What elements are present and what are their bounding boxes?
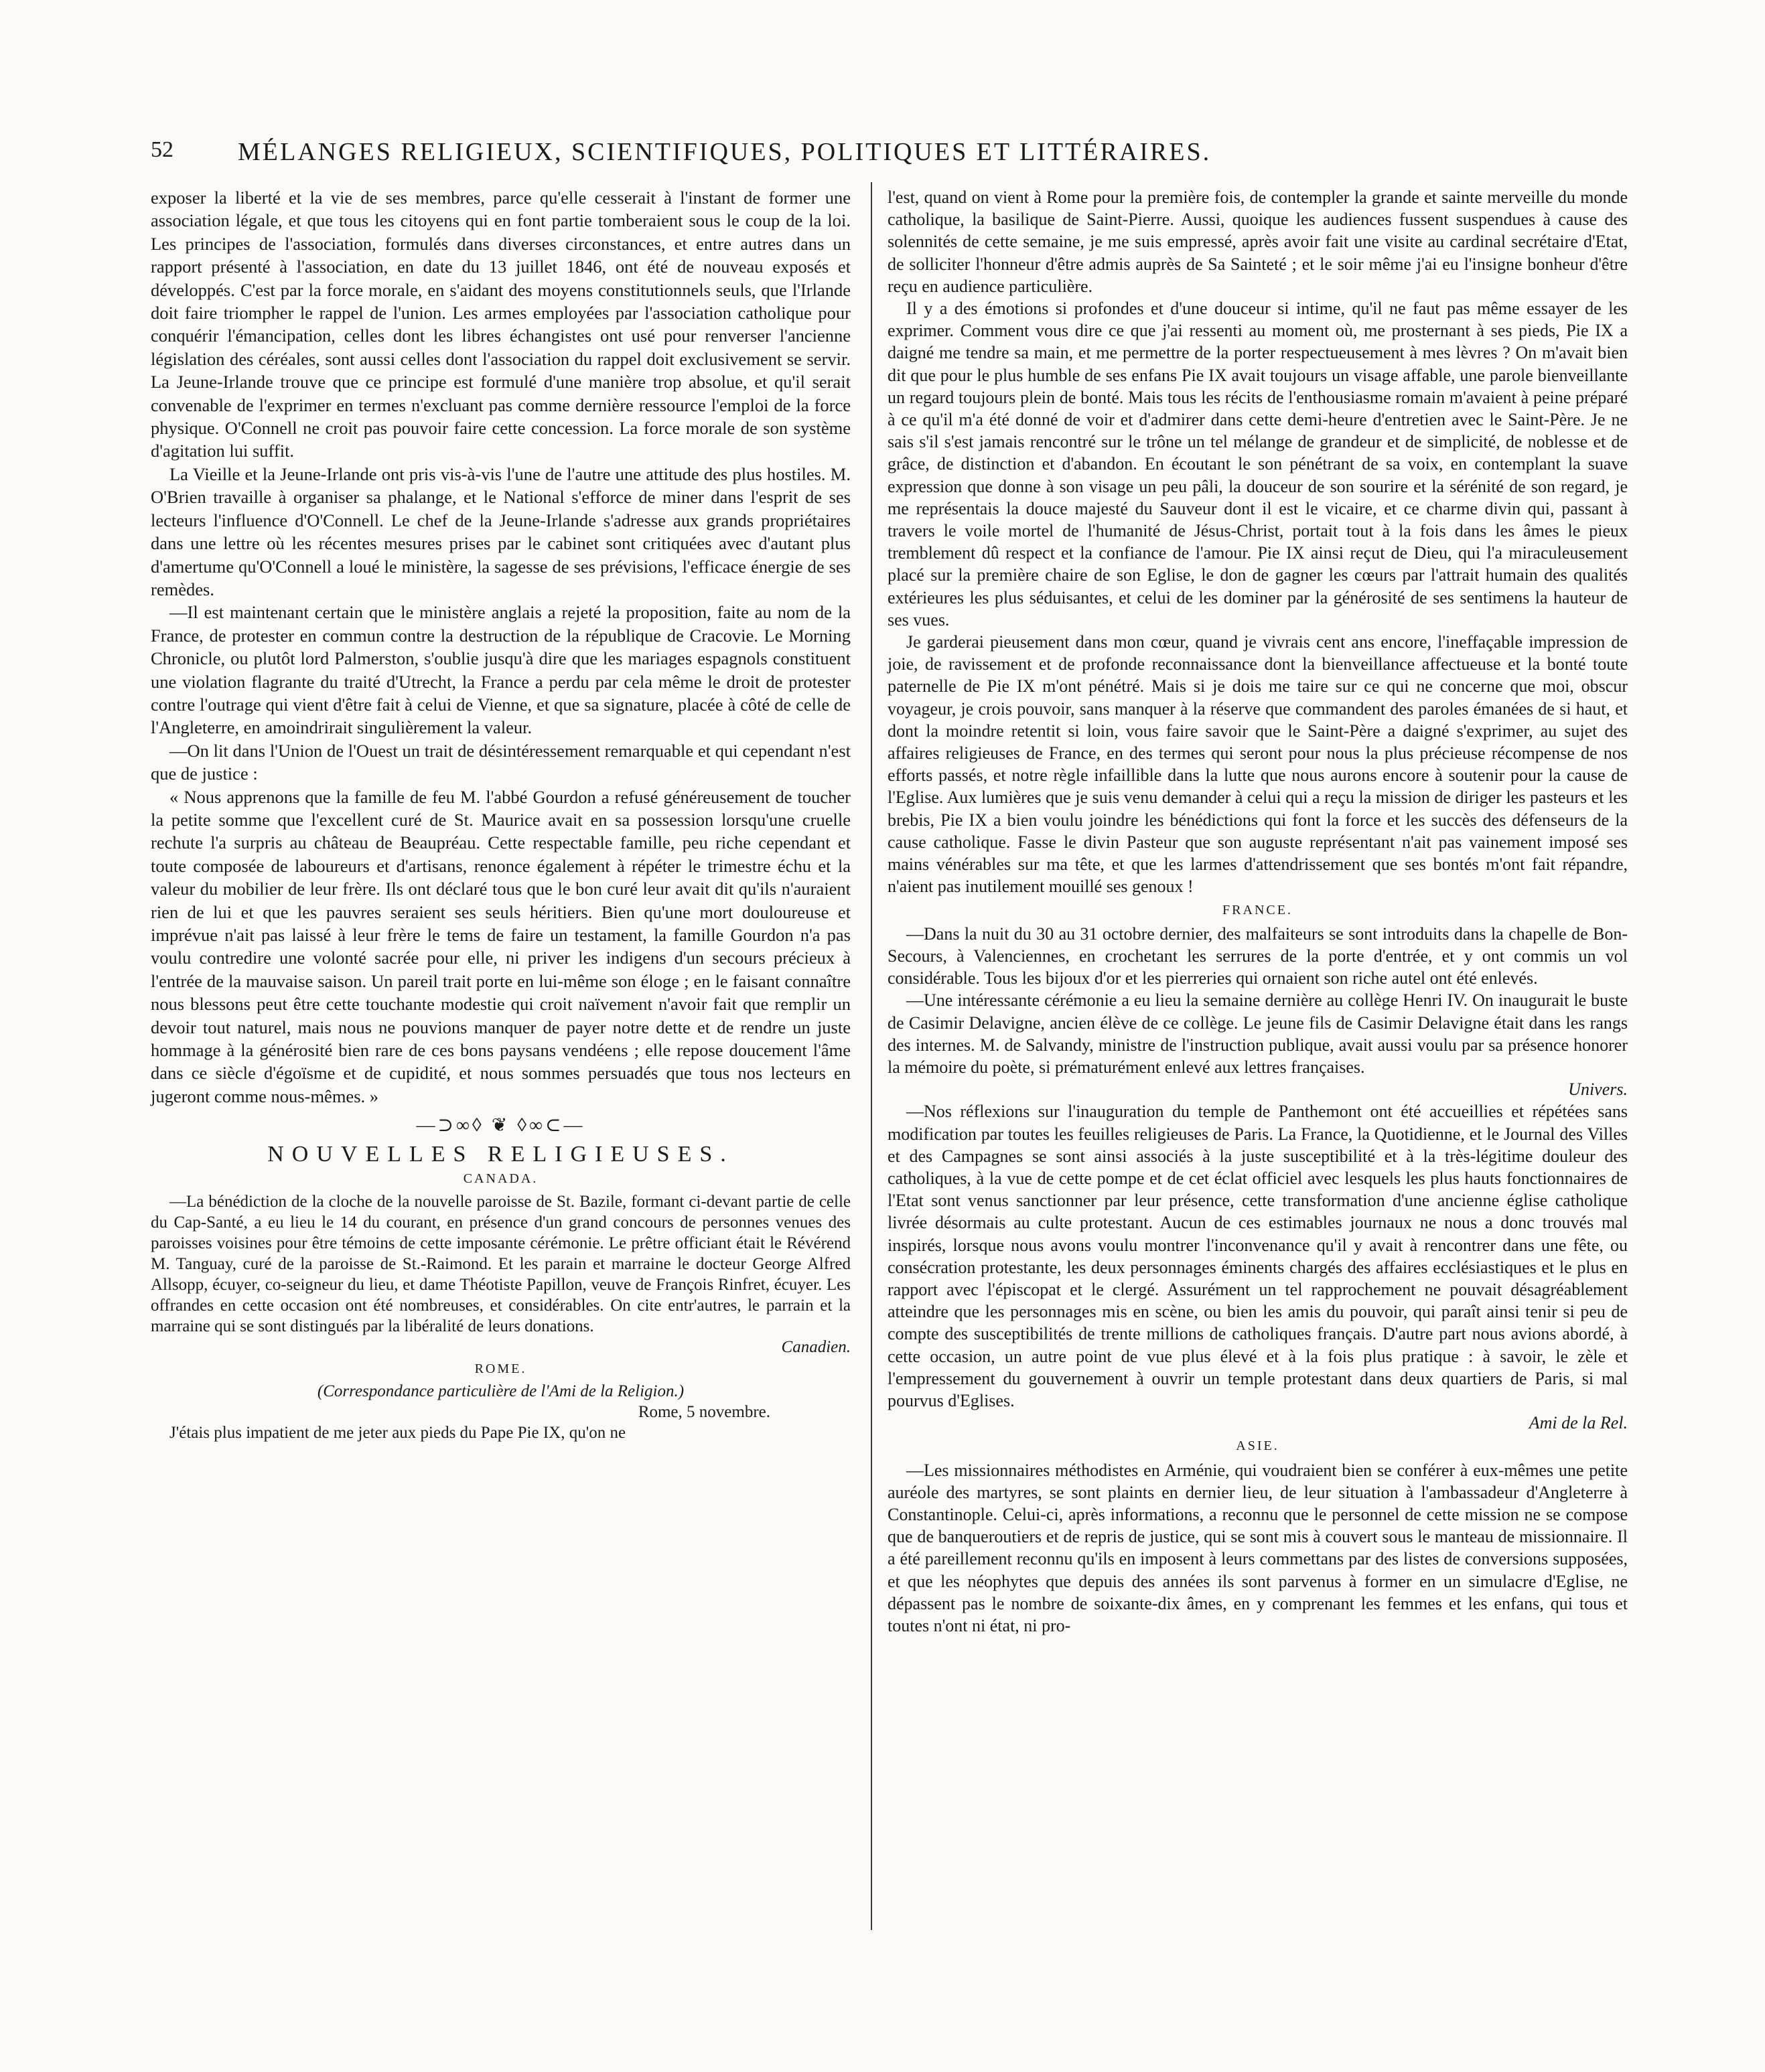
running-title: MÉLANGES RELIGIEUX, SCIENTIFIQUES, POLITIQUES ET LITTÉRAIRES.	[238, 138, 1212, 166]
source-canadien: Canadien.	[781, 1338, 851, 1357]
heading-rome: ROME.	[474, 1361, 527, 1377]
canada-article	[151, 1191, 851, 1443]
paragraph-irish-association: exposer la liberté et la vie de ses membres, parce qu'elle cesserait à l'instant de former une association légale, et que tous les citoyens qui en font partie tomberaient sous le coup de la loi. Les principes de l'association, formulés dans diverses circonstances, et entre autres dans un rapport présenté à l'association, en date du 13 juillet 1846, ont été de nouveau exposés et développés. C'est par la force morale, en s'aidant des moyens constitutionnels seuls, que l'Irlande doit faire triompher le rappel de l'union. Les armes employées par l'association catholique pour conquérir l'émancipation, celles dont les libres échangistes ont usé pour renverser l'ancienne législation des céréales, sont aussi celles dont l'association du rappel doit exclusivement se servir. La Jeune-Irlande trouve que ce principe est formulé d'une manière trop absolue, et qu'il serait convenable de l'exprimer en termes n'excluant pas comme dernière ressource l'emploi de la force physique. O'Connell ne croit pas pouvoir faire cette concession. La force morale de son système d'agitation lui suffit.	[151, 188, 851, 461]
source-univers: Univers.	[1568, 1080, 1628, 1100]
page-header	[151, 137, 1631, 177]
paragraph-st-bazile: —La bénédiction de la cloche de la nouvelle paroisse de St. Bazile, formant ci-devant partie de celle du Cap-Santé, a eu lieu le 14 du courant, en présence d'un grand concours de personnes venues des paroisses voisines pour être témoins de cette imposante cérémonie. Le prêtre officiant était le Révérend M. Tanguay, curé de la paroisse de St.-Raimond. Et les parain et marraine le docteur George Alfred Allsopp, écuyer, co-seigneur du lieu, et dame Théotiste Papillon, veuve de François Rinfret, écuyer. Les offrandes en cette occasion ont été nombreuses, et considérables. On cite entr'autres, le parrain et la marraine qui se sont distingués par la libéralité de leurs donations.	[151, 1193, 851, 1336]
paragraph-valenciennes: —Dans la nuit du 30 au 31 octobre dernier, des malfaiteurs se sont introduits dans la chapelle de Bon-Secours, à Valenciennes, en crochetant les serrures de la porte d'entrée, et y ont commis un vol considérable. Tous les bijoux d'or et les pierreries qui ornaient son riche autel ont été enlevés.	[888, 923, 1628, 988]
ornament-divider: —⊃∞◊ ❦ ◊∞⊂—	[416, 1115, 585, 1136]
paragraph-armenie: —Les missionnaires méthodistes en Arménie, qui voudraient bien se conférer à eux-mêmes une petite auréole des martyres, se sont plaints en dernier lieu, de leur situation à l'ambassadeur d'Angleterre à Constantinople. Celui-ci, après informations, a reconnu que le personnel de cette mission ne se compose que de banqueroutiers et de repris de justice, qui se sont mis à couvert sous le manteau de missionnaire. Il a été pareillement reconnu qu'ils en imposent à leurs commettans par des listes de conversions supposées, et que les néophytes que depuis des années ils sont parvenus à former en un simulacre d'Eglise, ne dépassent pas le nombre de soixante-dix âmes, en y comprenant les femmes et les enfans, qui tous et toutes n'ont ni état, ni pro-	[888, 1460, 1628, 1635]
paragraph-young-ireland: La Vieille et la Jeune-Irlande ont pris vis-à-vis l'une de l'autre une attitude des plus hostiles. M. O'Brien travaille à organiser sa phalange, et le National s'efforce de miner dans l'esprit de ses lecteurs l'influence d'O'Connell. Le chef de la Jeune-Irlande s'adresse aux grands propriétaires dans une lettre où les récentes mesures prises par le cabinet sont critiquées avec d'autant plus d'amertume qu'O'Connell a loué le ministère, la sagesse de ses prévisions, l'efficace énergie de ses remèdes.	[151, 463, 851, 599]
paragraph-audience: Il y a des émotions si profondes et d'une douceur si intime, qu'il ne faut pas même essayer de les exprimer. Comment vous dire ce que j'ai ressenti au moment où, me prosternant à ses pieds, Pie IX a daigné me tendre sa main, et me permettre de la porter respectueusement à mes lèvres ? On m'avait bien dit que pour le plus humble de ses enfans Pie IX avait toujours un visage affable, une parole bienveillante un regard toujours plein de bonté. Mais tous les récits de l'enthousiasme romain m'avaient à peine préparé à ce qu'il m'a été donné de voir et d'admirer dans cette demi-heure d'entretien avec le Saint-Père. Je ne sais s'il s'est jamais rencontré sur le trône un tel mélange de grandeur et de simplicité, de noblesse et de grâce, de distinction et d'abandon. En écoutant le son pénétrant de sa voix, en contemplant la suave expression que donne à son visage un peu pâli, la douceur de son sourire et la sérénité de son regard, je me représentais la douce majesté du Sauveur dont il est le vicaire, et ce charme divin qui, passant à travers le voile mortel de l'humanité de Jésus-Christ, portait tout à la fois dans les âmes le pieux tremblement dû respect et la confiance de l'amour. Pie IX ainsi reçut de Dieu, qui l'a miraculeusement placé sur la première chaire de son Eglise, le don de gagner les cœurs par l'attrait humain des qualités extérieures les plus séduisantes, et celui de les dominer par la générosité de ses sentimens la hauteur de ses vues.	[888, 299, 1628, 630]
paragraph-cracow: —Il est maintenant certain que le ministère anglais a rejeté la proposition, faite au nom de la France, de protester en commun contre la destruction de la république de Cracovie. Le Morning Chronicle, ou plutôt lord Palmerston, s'oublie jusqu'à dire que les mariages espagnols constituent une violation flagrante du traité d'Utrecht, la France a perdu par cela même le droit de protester contre l'outrage qui vient d'être fait à celui de Vienne, et que sa signature, placée à côté de celle de l'Angleterre, en amoindrirait singulièrement la valeur.	[151, 602, 851, 738]
page-number: 52	[151, 137, 173, 162]
paragraph-rome-letter: J'étais plus impatient de me jeter aux pieds du Pape Pie IX, qu'on ne	[169, 1424, 626, 1442]
paragraph-gourdon-family: « Nous apprenons que la famille de feu M. l'abbé Gourdon a refusé généreusement de toucher la petite somme que l'excellent curé de St. Maurice avait en sa possession lorsqu'une cruelle rechute l'a surpris au château de Beaupréau. Cette respectable famille, peu riche cependant et toute composée de laboureurs et d'artisans, renonce également à répéter le trimestre échu et la valeur du mobilier de leur frère. Ils ont déclaré tous que le bon curé leur avait dit qu'ils n'auraient rien de lui et que les pauvres seraient ses seuls héritiers. Bien qu'une mort douloureuse et imprévue n'ait pas laissé à leur frère le tems de faire un testament, la famille Gourdon n'a pas voulu contredire une volonté sacrée pour elle, ni priver les indigens d'un secours précieux à l'entrée de la mauvaise saison. Un pareil trait porte en lui-même son éloge ; en le faisant connaître nous blessons peut être cette touchante modestie qui croit naïvement n'avoir fait que remplir un devoir tout naturel, mais nous ne pouvions manquer de payer notre dette et de rendre un juste hommage à la générosité bien rare de ces bons paysans vendéens ; elle repose doucement l'âme dans ce siècle d'égoïsme et de cupidité, et nous sommes persuadés que tous nos lecteurs en jugeront comme nous-mêmes. »	[151, 786, 851, 1106]
rome-subheading: (Correspondance particulière de l'Ami de la Religion.)	[317, 1382, 685, 1401]
paragraph-panthemont: —Nos réflexions sur l'inauguration du temple de Panthemont ont été accueillies et répétées sans modification par toutes les feuilles religieuses de Paris. La France, la Quotidienne, et le Journal des Villes et des Campagnes se sont ainsi associés à la juste susceptibilité et à la très-légitime douleur des catholiques, à la vue de cette pompe et de cet éclat officiel avec lesquels les plus hauts fonctionnaires de l'Etat sont venus sanctionner par leur présence, cette transformation d'une ancienne église catholique livrée désormais au culte protestant. Aucun de ces estimables journaux ne nous a donc trouvés mal inspirés, lorsque nous avons voulu montrer l'inconvenance qu'il y avait à rencontrer dans une fête, ou consécration protestante, les deux personnages éminents chargés des affaires ecclésiastiques et le plus en rapport avec l'épiscopat et le clergé. Assurément un tel rapprochement ne pouvait désagréablement atteindre que les personnages mis en scène, ou bien les amis du pouvoir, qui paraît ainsi tenir si peu de compte des susceptibilités de trente millions de catholiques français. D'autre part nous avions abordé, à cette occasion, un autre point de vue plus élevé et à la fois plus pratique : à savoir, le zèle et l'empressement du gouvernement à ouvrir un temple protestant dans deux quartiers de Paris, si mal pourvus d'Eglises.	[888, 1102, 1628, 1410]
paragraph-reconnaissance: Je garderai pieusement dans mon cœur, quand je vivrais cent ans encore, l'ineffaçable impression de joie, de ravissement et de profonde reconnaissance dont la bienveillance affectueuse et la bonté toute paternelle de Pie IX m'ont pénétré. Mais si je dois me taire sur ce qui ne concerne que moi, obscur voyageur, je crois pouvoir, sans manquer à la réserve que commandent des paroles émanées de si haut, et dont la moindre retentit si loin, vous faire savoir que le Saint-Père a daigné s'exprimer, au sujet des affaires religieuses de France, en des termes qui seront pour nous la plus précieuse récompense de nos efforts passés, et notre règle infaillible dans la lutte que nous aurons encore à soutenir pour la cause de l'Eglise. Aux lumières que je suis venu demander à celui qui a reçu la mission de diriger les pasteurs et les brebis, Pie IX a bien voulu joindre les bénédictions qui font la force et les succès des défenseurs de la cause catholique. Fasse le divin Pasteur que son auguste représentant n'ait pas vainement imposé ses mains vénérables sur ma tête, et que les larmes d'attendrissement que ses bontés m'ont fait répandre, n'aient pas inutilement mouillé ses genoux !	[888, 632, 1628, 897]
right-column	[888, 186, 1628, 1637]
rome-dateline: Rome, 5 novembre.	[638, 1403, 770, 1422]
heading-canada: CANADA.	[463, 1171, 539, 1187]
column-divider	[871, 182, 872, 1930]
heading-asie: ASIE.	[1236, 1438, 1279, 1454]
heading-france: FRANCE.	[1222, 902, 1293, 917]
left-column	[151, 186, 851, 1443]
section-title: NOUVELLES RELIGIEUSES.	[267, 1141, 734, 1167]
paragraph-saint-pierre: l'est, quand on vient à Rome pour la première fois, de contempler la grande et sainte merveille du monde catholique, la basilique de Saint-Pierre. Aussi, quoique les audiences fussent suspendues à cause des solennités de cette semaine, je me suis empressé, après avoir fait une visite au cardinal secrétaire d'Etat, de solliciter l'honneur d'être admis auprès de Sa Sainteté ; et le soir même j'ai eu l'insigne bonheur d'être reçu en audience particulière.	[888, 188, 1628, 296]
paragraph-union-ouest: —On lit dans l'Union de l'Ouest un trait de désintéressement remarquable et qui cependant n'est que de justice :	[151, 740, 851, 784]
paragraph-henri-iv: —Une intéressante cérémonie a eu lieu la semaine dernière au collège Henri IV. On inaugurait le buste de Casimir Delavigne, ancien élève de ce collège. Le jeune fils de Casimir Delavigne était dans les rangs des internes. M. de Salvandy, ministre de l'instruction publique, avait aussi voulu par sa présence honorer la mémoire du poète, si prématurément enlevé aux lettres françaises.	[888, 990, 1628, 1077]
source-ami-de-la-rel: Ami de la Rel.	[1529, 1413, 1628, 1433]
